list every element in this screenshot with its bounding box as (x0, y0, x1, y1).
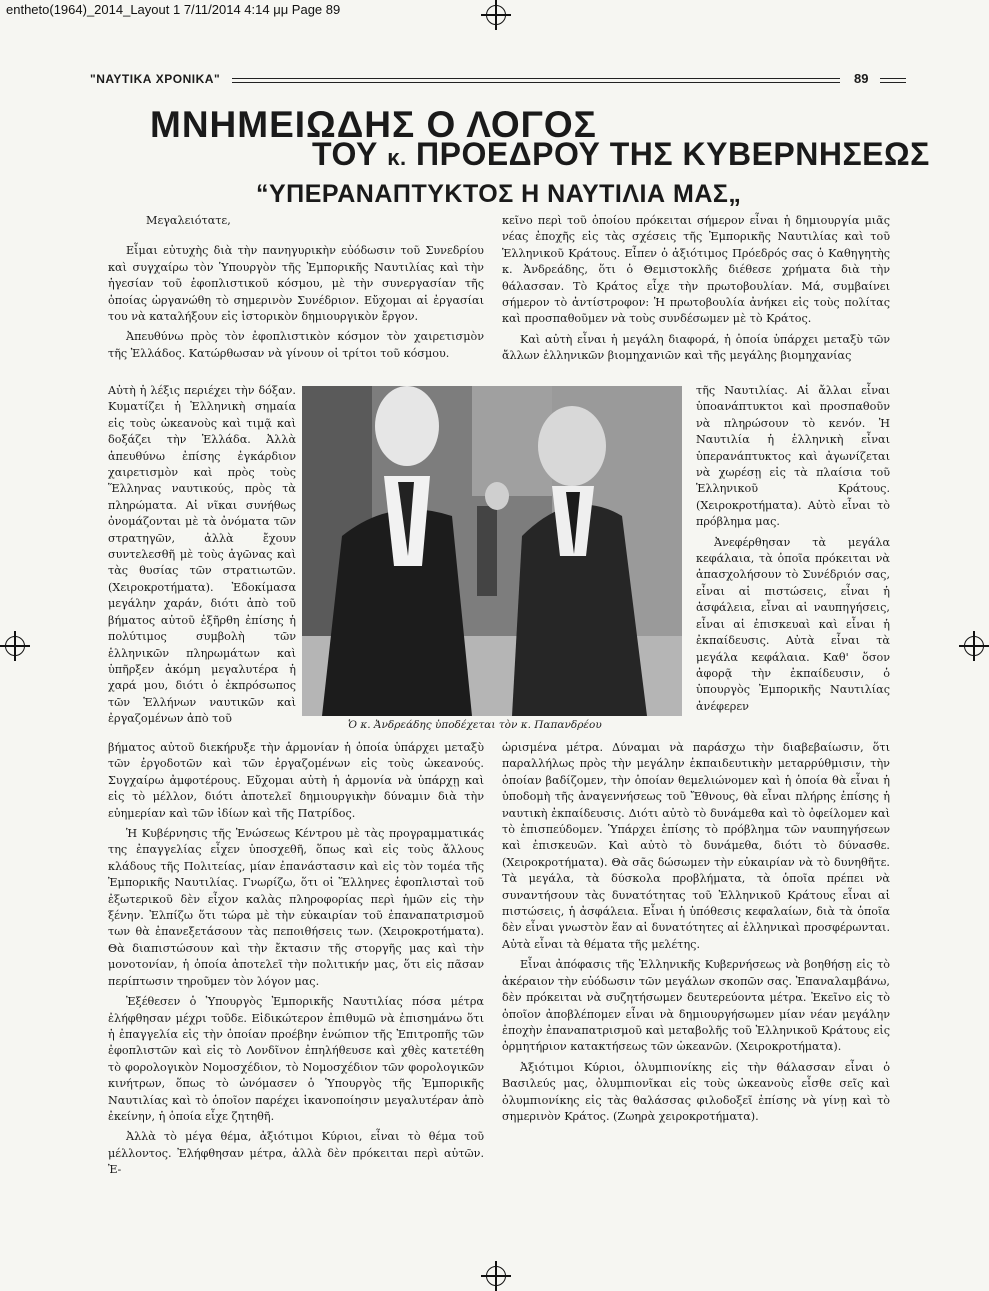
paragraph: ὡρισμένα μέτρα. Δύναμαι νὰ παράσχω τὴν διαβεβαίωσιν, ὅτι παραλλήλως πρὸς τὴν μεγάλην ἐκπαιδευτικὴν μεταρρύθμισιν, τὴν ὁποίαν βαδίζομεν, τὴν ὁποίαν θεμελιώνομεν καὶ ἡ ὁποία θὰ εἶναι ἡ ὑποδομὴ τῆς ἀναγεννήσεως τοῦ Ἔθνους, θὰ εἶναι πλήρης ἐπίσης ἡ ναυτικὴ ἐκπαίδευσις. Διότι αὐτὸ τὸ δυνάμεθα καὶ τὸ ὀφείλομεν καὶ τὸ ἐπισπεύδομεν. Ὑπάρχει ἐπίσης τὸ πρόβλημα τῶν ναυπηγήσεων καὶ ἐπισκευῶν. Καὶ αὐτὸ τὸ δυνάμεθα, διότι τὸ δύνασθε. (Χειροκροτήματα). Θὰ σᾶς δώσωμεν τὴν εὐκαιρίαν νὰ τὸ δυνηθῆτε. Τὰ μεγάλα, τὰ δύσκολα προβλήματα, τὰ ὁποῖα πρέπει νὰ συναντήσουν τὰς δυνατότητας τοῦ Ἑλληνικοῦ Κράτους εἶναι αἱ πιστώσεις, ἡ ἀσφάλεια. Εἶναι ἡ ὑπόθεσις κεφαλαίων, διὰ τὰ ὁποῖα δὲν εἶναι γνωστὸν ἕαν αἱ δυνατότητες αἱ ἑλληνικαὶ προσφέρωνται. Αὐτὰ εἶναι τὰ θέματα τῆς μελέτης. (502, 741, 890, 951)
paragraph: κεῖνο περὶ τοῦ ὁποίου πρόκειται σήμερον εἶναι ἡ δημιουργία μιᾶς νέας ἐποχῆς εἰς τὰς σχέσεις τῆς Ἐμπορικῆς Ναυτιλίας καὶ τοῦ Ἑλληνικοῦ Κράτους. Εἶπεν ὁ ἀξιότιμος Πρόεδρός σας ὁ Καθηγητὴς κ. Ἀνδρεάδης, ὅτι ὁ Θεμιστοκλῆς διέθεσε χρήματα διὰ τὴν θάλασσαν. Τὸ Κράτος εἶχε τὴν πρωτοβουλίαν. Μά, συμβαίνει σήμερον τὸ ἀντίστροφον: Ἡ πρωτοβουλία ἀνήκει εἰς τοὺς πολίτας καὶ προσπαθοῦμεν νὰ τοὺς συνδέσωμεν μὲ τὸ Κράτος. (502, 214, 890, 326)
header-rule-left (232, 78, 840, 83)
header-rule-right (880, 78, 906, 83)
paragraph: Ἀπευθύνω πρὸς τὸν ἐφοπλιστικὸν κόσμον τὸν χαιρετισμὸν τῆς Ἑλλάδος. Κατώρθωσαν νὰ γίνουν οἱ τρίτοι τοῦ κόσμου. (108, 330, 484, 360)
paragraph: τῆς Ναυτιλίας. Αἱ ἄλλαι εἶναι ὑποανάπτυκτοι καὶ προσπαθοῦν νὰ πληρώσουν τὸ κενόν. Ἡ Ναυτιλία ἡ ἑλληνικὴ εἶναι ὑπερανάπτυκτος καὶ ἀγωνίζεται νὰ χωρέσῃ εἰς τὰ πλαίσια τοῦ Ἑλληνικοῦ Κράτους. (Χειροκροτήματα). Αὐτὸ εἶναι τὸ πρόβλημα μας. (696, 384, 890, 529)
paragraph: βήματος αὐτοῦ διεκήρυξε τὴν ἁρμονίαν ἡ ὁποία ὑπάρχει μεταξὺ τῶν ἐργοδοτῶν καὶ τῶν ἐργαζομένων εἰς τοὺς ὠκεανούς. Συγχαίρω ἀμφοτέρους. Εὔχομαι αὐτὴ ἡ ἁρμονία νὰ ὑπάρχῃ καὶ εἰς τὸ μέλλον, διότι ἀποτελεῖ δημιουργικὴν δύναμιν διὰ τὴν εὐημερίαν καὶ τῶν ἰδίων καὶ τῆς Πατρίδος. (108, 741, 484, 820)
paragraph: Ἀξιότιμοι Κύριοι, ὀλυμπιονίκης εἰς τὴν θάλασσαν εἶναι ὁ Βασιλεύς μας, ὀλυμπιονῖκαι εἰς τοὺς ὠκεανοὺς εἶσθε σεῖς καὶ ὀλυμπιονίκης εἰς τὰς θαλάσσας φιλοδοξεῖ ἐπίσης νὰ γίνῃ καὶ τὸ σημερινὸν Κράτος. (Ζωηρὰ χειροκροτήματα). (502, 1060, 890, 1123)
headline-k: κ. (387, 145, 407, 170)
paragraph: Ἡ Κυβέρνησις τῆς Ἑνώσεως Κέντρου μὲ τὰς προγραμματικάς της ἐπαγγελίας εἶχεν ὑποσχεθῆ, ὅπως καὶ εἰς τοὺς ἄλλους κλάδους τῆς Πολιτείας, μίαν ἐπανάστασιν καὶ εἰς τὸν τομέα τῆς Ἐμπορικῆς Ναυτιλίας. Γνωρίζω, ὅτι οἱ Ἕλληνες ἐφοπλισταὶ τοῦ ἐξωτερικοῦ δὲν εἶχον καλὰς πληροφορίας περὶ ἡμῶν εἰς τὴν ξένην. Ἐλπίζω ὅτι τώρα μὲ τὴν εὐκαιρίαν τοῦ ἐπαναπατρισμοῦ των θὰ ἐπανεξετάσουν τὰς πεποιθήσεις των. (Χειροκροτήματα). Θὰ διαπιστώσουν καὶ τὴν ἔκτασιν τῆς στοργῆς μας καὶ τὴν μονοτονίαν, ἡ ὁποία ἀποτελεῖ τὴν πολιτικήν μας, ὅτι εἰς πᾶσαν περίπτωσιν τηροῦμεν τὸν λόγον μας. (108, 827, 484, 988)
headline-line1: ΜΝΗΜΕΙΩΔΗΣ Ο ΛΟΓΟΣ (150, 104, 597, 145)
paragraph: Ἀλλὰ τὸ μέγα θέμα, ἀξιότιμοι Κύριοι, εἶναι τὸ θέμα τοῦ μέλλοντος. Ἐλήφθησαν μέτρα, ἀλλὰ δὲν πρόκειται περὶ αὐτῶν. Ἐ- (108, 1130, 484, 1177)
right-column-bottom (502, 740, 890, 1129)
photo-caption: Ὁ κ. Ἀνδρεάδης ὑποδέχεται τὸν κ. Παπανδρέου (348, 719, 602, 731)
paragraph: Αὐτὴ ἡ λέξις περιέχει τὴν δόξαν. Κυματίζει ἡ Ἑλληνικὴ σημαία εἰς τοὺς ὠκεανοὺς καὶ τιμᾷ καὶ δοξάζει τὴν Ἑλλάδα. Ἀλλὰ ἀπευθύνω ἐπίσης ἐγκάρδιον χαιρετισμὸν καὶ πρὸς τοὺς Ἕλληνας ναυτικούς, πρὸς τὰ πληρώματα. Αἱ νῖκαι συνήθως ὀνομάζονται μὲ τὰ ὀνόματα τῶν στρατηγῶν, ἀλλὰ ἔχουν συντελεσθῆ μὲ τοὺς ἀγῶνας καὶ τὰς θυσίας τῶν στρατιωτῶν. (Χειροκροτήματα). Ἐδοκίμασα μεγάλην χαράν, διότι ἀπὸ τοῦ βήματος αὐτοῦ ἐξῆρθη ἐπίσης ἡ πολύτιμος συμβολὴ τῶν ἑλληνικῶν πληρωμάτων καὶ ὑπῆρξεν ἀκόμη μεγαλυτέρα ἡ χαρά μου, διότι ὁ ἐκπρόσωπος τῶν Ἑλλήνων ναυτικῶν καὶ ἐργαζομένων ἀπὸ τοῦ (108, 384, 296, 726)
page-number: 89 (854, 71, 869, 86)
print-slug: entheto(1964)_2014_Layout 1 7/11/2014 4:14 μμ Page 89 (6, 2, 341, 17)
registration-mark-top (486, 5, 506, 25)
salutation: Μεγαλειότατε, (146, 214, 231, 227)
right-column-top (502, 213, 890, 369)
registration-mark-left (5, 636, 25, 656)
photo-image (302, 386, 682, 716)
journal-name: "ΝΑΥΤΙΚΑ ΧΡΟΝΙΚΑ" (90, 72, 221, 86)
headline-tou: ΤΟΥ (312, 136, 378, 172)
photo (302, 386, 682, 716)
headline-proedrou: ΠΡΟΕΔΡΟΥ ΤΗΣ ΚΥΒΕΡΝΗΣΕΩΣ (415, 136, 930, 172)
paragraph: Εἶναι ἀπόφασις τῆς Ἑλληνικῆς Κυβερνήσεως νὰ βοηθήσῃ εἰς τὸ ἀκέραιον τὴν εὐόδωσιν τῶν μεγάλων σκοπῶν σας. Ἐπαναλαμβάνω, δὲν πρόκειται νὰ συζητήσωμεν δευτερεύοντα μέτρα. Ἐκεῖνο εἰς τὸ ὁποῖον ἀποβλέπομεν εἶναι νὰ δημιουργήσωμεν μίαν νέαν μεγάλην ἐποχὴν ἐπαναπατρισμοῦ καὶ μεταβολῆς τοῦ Ἑλληνικοῦ Κράτους εἰς ὁρμητήριον κατακτήσεως τῶν ὠκεανῶν. (Χειροκροτήματα). (502, 958, 890, 1054)
paragraph: Ἀνεφέρθησαν τὰ μεγάλα κεφάλαια, τὰ ὁποῖα πρόκειται νὰ ἀπασχολήσουν τὸ Συνέδριόν σας, εἶναι αἱ πιστώσεις, εἶναι ἡ ἀσφάλεια, εἶναι αἱ ναυπηγήσεις, εἶναι αἱ ἐπισκευαὶ καὶ εἶναι ἡ ἐκπαίδευσις. Αὐτὰ εἶναι τὰ μεγάλα κεφάλαια. Καθ' ὅσον ἀφορᾷ τὴν ἐκπαίδευσιν, ὁ ὑπουργὸς Ἐμπορικῆς Ναυτιλίας ἀνέφερεν (696, 535, 890, 713)
paragraph: Εἶμαι εὐτυχὴς διὰ τὴν πανηγυρικὴν εὐόδωσιν τοῦ Συνεδρίου καὶ συγχαίρω τὸν Ὑπουργὸν τῆς Ἐμπορικῆς Ναυτιλίας καὶ τὴν ἡγεσίαν τοῦ ἐφοπλιστικοῦ κόσμου, μὲ τὴν συνεργασίαν τῆς ὁποίας ὠργανώθη τὸ σημερινὸν Συνέδριον. Εὔχομαι αἱ ἐργασίαι του νὰ καταλήξουν εἰς ἱστορικὸν δημιουργικὸν ἔργον. (108, 244, 484, 324)
registration-mark-bottom (486, 1266, 506, 1286)
subtitle: “ΥΠΕΡΑΝΑΠΤΥΚΤΟΣ Η ΝΑΥΤΙΛΙΑ ΜΑΣ„ (256, 180, 742, 208)
left-column-bottom (108, 740, 484, 1183)
registration-mark-right (964, 636, 984, 656)
narrow-right-column (696, 383, 890, 719)
paragraph: Καὶ αὐτὴ εἶναι ἡ μεγάλη διαφορά, ἡ ὁποία ὑπάρχει μεταξὺ τῶν ἄλλων ἑλληνικῶν βιομηχανιῶν καὶ τῆς μεγάλης βιομηχανίας (502, 332, 890, 363)
left-column-top (108, 213, 484, 366)
headline-line2 (312, 136, 930, 173)
paragraph: Ἐξέθεσεν ὁ Ὑπουργὸς Ἐμπορικῆς Ναυτιλίας πόσα μέτρα ἐλήφθησαν μέχρι τοῦδε. Εἰδικώτερον ἐπιθυμῶ νὰ ἐπισημάνω ὅτι ἡ ἐπαγγελία εἰς τὴν ὁποίαν προέβην ἐνώπιον τῆς Ἐπιτροπῆς τῶν ἐφοπλιστῶν καὶ εἰς τὸ Λονδῖνον ἐπηλήθευσε καὶ χθὲς κατετέθη τὸ φορολογικὸν Νομοσχέδιον, τὸ Νομοσχέδιον τῶν φορολογικῶν κινήτρων, ὅπως τὸ ὠνόμασεν ὁ Ὑπουργὸς τῆς Ἐμπορικῆς Ναυτιλίας καὶ τὸ ὁποῖον παρέχει ἱκανοποίησιν μεγαλυτέραν ἀπὸ ἐκείνην, ἡ ὁποία εἶχε ζητηθῆ. (108, 995, 484, 1123)
narrow-left-column (108, 383, 296, 732)
